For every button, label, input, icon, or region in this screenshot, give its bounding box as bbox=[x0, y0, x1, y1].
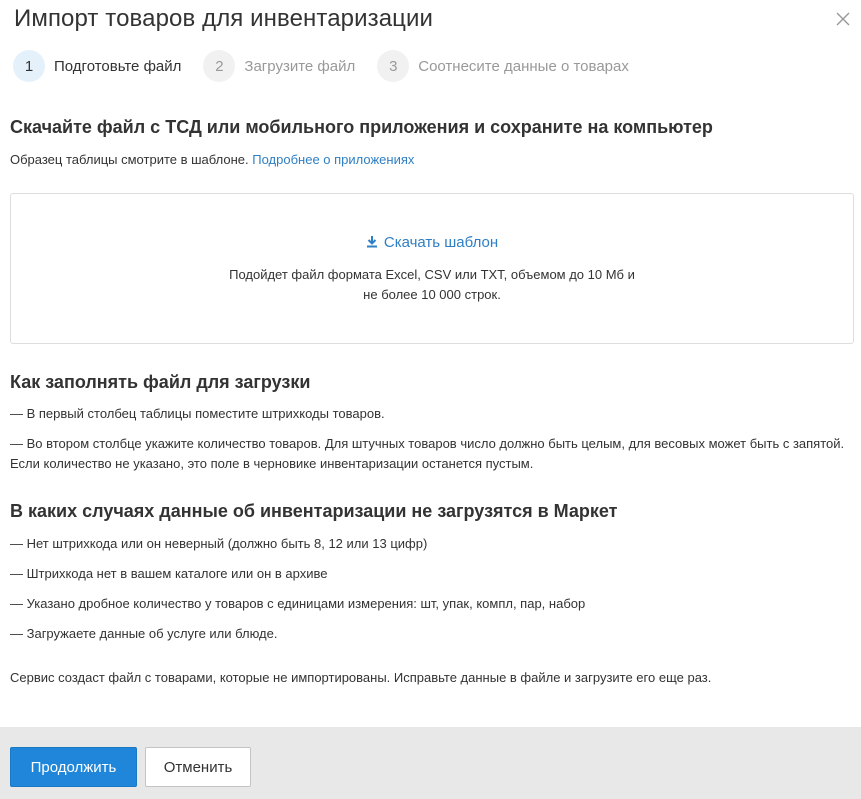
download-template-label: Скачать шаблон bbox=[383, 234, 499, 251]
fill-rules-title: Как заполнять файл для загрузки bbox=[10, 372, 311, 392]
close-button[interactable] bbox=[832, 8, 854, 30]
continue-button[interactable]: Продолжить bbox=[10, 747, 137, 787]
download-template-link[interactable] bbox=[11, 234, 853, 251]
download-icon bbox=[366, 235, 378, 248]
download-section-title: Скачайте файл с ТСД или мобильного приложения и сохраните на компьютер bbox=[10, 117, 713, 137]
file-format-hint bbox=[11, 265, 853, 305]
list-item: — Штрихкода нет в вашем каталоге или он в архиве bbox=[10, 566, 328, 581]
dialog-footer bbox=[0, 727, 861, 799]
dialog-title: Импорт товаров для инвентаризации bbox=[14, 5, 434, 32]
template-download-area bbox=[10, 193, 854, 344]
template-hint-text: Образец таблицы смотрите в шаблоне. bbox=[10, 152, 249, 167]
step-number: 2 bbox=[203, 50, 235, 82]
step-match-data bbox=[377, 50, 629, 82]
errors-title: В каких случаях данные об инвентаризации не загрузятся в Маркет bbox=[10, 501, 618, 521]
step-number: 3 bbox=[377, 50, 409, 82]
file-format-hint-line: не более 10 000 строк. bbox=[363, 287, 501, 302]
cancel-button[interactable]: Отменить bbox=[145, 747, 251, 787]
step-label: Подготовьте файл bbox=[54, 57, 182, 75]
errors-list bbox=[10, 534, 850, 654]
step-label: Загрузите файл bbox=[244, 57, 356, 75]
step-prepare-file bbox=[13, 50, 181, 82]
list-item: — Загружаете данные об услуге или блюде. bbox=[10, 626, 278, 641]
list-item: — Во втором столбце укажите количество товаров. Для штучных товаров число должно быть целым, для весовых может быть с запятой. Если количество не указано, это поле в черновике инвентаризации останется пустым. bbox=[10, 436, 845, 471]
stepper bbox=[13, 50, 651, 82]
fill-rules-list bbox=[10, 404, 850, 484]
list-item: — Нет штрихкода или он неверный (должно быть 8, 12 или 13 цифр) bbox=[10, 536, 428, 551]
file-format-hint-line: Подойдет файл формата Excel, CSV или TXT, объемом до 10 Мб и bbox=[229, 267, 635, 282]
list-item: — Указано дробное количество у товаров с единицами измерения: шт, упак, компл, пар, набор bbox=[10, 596, 586, 611]
step-label: Соотнесите данные о товарах bbox=[418, 57, 629, 75]
download-section-subtitle bbox=[10, 150, 414, 170]
step-upload-file bbox=[203, 50, 355, 82]
apps-info-link[interactable]: Подробнее о приложениях bbox=[252, 152, 415, 167]
step-number: 1 bbox=[13, 50, 45, 82]
close-icon bbox=[832, 8, 854, 30]
list-item: — В первый столбец таблицы поместите штрихкоды товаров. bbox=[10, 406, 385, 421]
service-note: Сервис создаст файл с товарами, которые не импортированы. Исправьте данные в файле и загрузите его еще раз. bbox=[10, 670, 712, 685]
